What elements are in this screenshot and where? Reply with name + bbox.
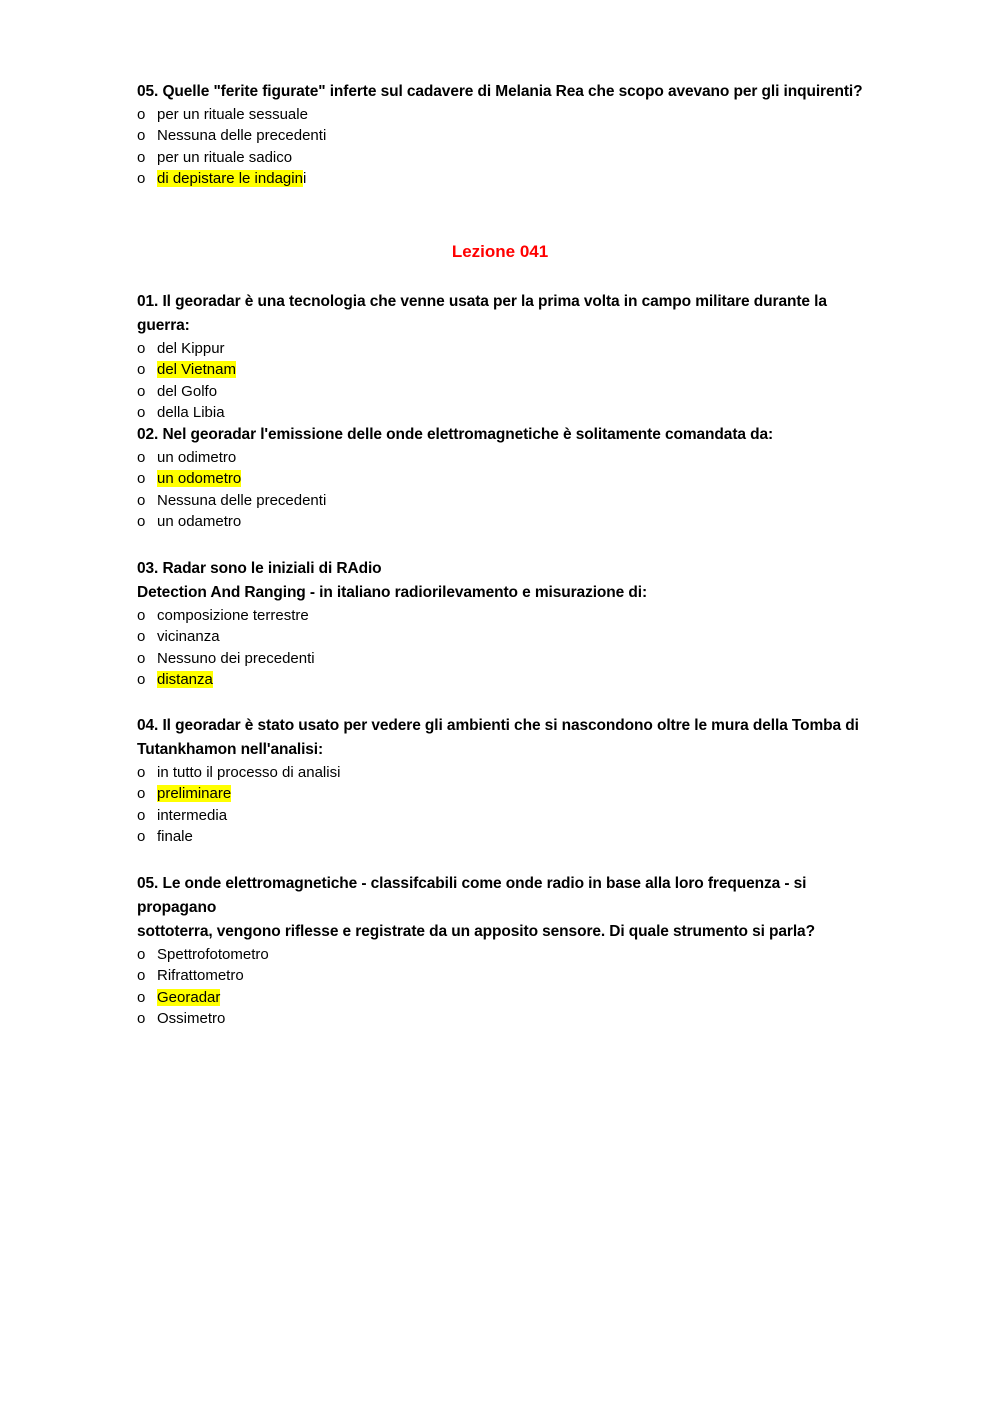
option-text: Rifrattometro: [157, 967, 244, 985]
option-item: [137, 965, 867, 986]
bullet-icon: o: [137, 785, 146, 803]
options-list: [137, 338, 867, 424]
option-text: Ossimetro: [157, 1010, 226, 1028]
option-text: Spettrofotometro: [157, 946, 269, 963]
option-item-correct: [137, 468, 867, 489]
question-block: [137, 80, 867, 190]
option-item: [137, 447, 867, 468]
bullet-icon: o: [137, 671, 146, 689]
option-item: [137, 826, 867, 847]
option-item: [137, 511, 867, 532]
question-block: [137, 714, 867, 848]
option-item-correct: [137, 669, 867, 690]
question-block: [137, 290, 867, 424]
option-item: [137, 648, 867, 669]
question-text: 03. Radar sono le iniziali di RAdio Detection And Ranging - in italiano radiorilevamento e misurazione di:: [137, 560, 648, 601]
bullet-icon: o: [137, 382, 146, 400]
option-item: [137, 490, 867, 511]
option-text: per un rituale sadico: [157, 148, 293, 166]
options-list: [137, 762, 867, 848]
option-text: del Kippur: [157, 340, 225, 357]
bullet-icon: o: [137, 967, 146, 985]
option-text: del Golfo: [157, 382, 218, 400]
option-text: Nessuna delle precedenti: [157, 127, 327, 145]
option-item: [137, 605, 867, 626]
option-text: vicinanza: [157, 628, 220, 646]
bullet-icon: o: [137, 148, 146, 166]
bullet-icon: o: [137, 1010, 146, 1028]
bullet-icon: o: [137, 106, 146, 123]
options-list: [137, 104, 867, 190]
question-block: [137, 872, 867, 1030]
question-text: 04. Il georadar è stato usato per vedere gli ambienti che si nascondono oltre le mura della Tomba di Tutankhamon nell'analisi:: [137, 717, 859, 758]
bullet-icon: o: [137, 764, 146, 781]
option-text: in tutto il processo di analisi: [157, 764, 341, 781]
highlighted-answer: preliminare: [157, 785, 232, 803]
option-item: [137, 125, 867, 146]
bullet-icon: o: [137, 170, 146, 188]
option-text: finale: [157, 828, 193, 846]
question-block: [137, 423, 867, 533]
highlighted-answer: Georadar: [157, 988, 221, 1006]
bullet-icon: o: [137, 649, 146, 667]
question-text: 05. Le onde elettromagnetiche - classifcabili come onde radio in base alla loro frequenza - si propagano sottoterra, vengono riflesse e registrate da un apposito sensore. Di quale strumento si parla?: [137, 875, 815, 940]
bullet-icon: o: [137, 449, 146, 466]
lesson-title: Lezione 041: [451, 242, 549, 261]
option-text-suffix: i: [302, 170, 307, 188]
option-text: un odametro: [157, 513, 242, 531]
bullet-icon: o: [137, 628, 146, 646]
option-item: [137, 762, 867, 783]
option-text: intermedia: [157, 806, 228, 824]
option-item: [137, 338, 867, 359]
option-text: per un rituale sessuale: [157, 106, 308, 123]
bullet-icon: o: [137, 361, 146, 379]
bullet-icon: o: [137, 828, 146, 846]
option-item: [137, 381, 867, 402]
option-text: un odimetro: [157, 449, 237, 466]
option-item: [137, 1008, 867, 1029]
bullet-icon: o: [137, 470, 146, 488]
bullet-icon: o: [137, 607, 146, 624]
question-block: [137, 557, 867, 691]
option-text: Nessuno dei precedenti: [157, 649, 315, 667]
option-text: composizione terrestre: [157, 607, 309, 624]
option-item: [137, 805, 867, 826]
option-item: [137, 147, 867, 168]
question-text: 02. Nel georadar l'emissione delle onde elettromagnetiche è solitamente comandata da:: [137, 426, 774, 443]
bullet-icon: o: [137, 127, 146, 145]
highlighted-answer: un odometro: [157, 470, 242, 488]
highlighted-answer: di depistare le indagin: [157, 170, 303, 188]
question-text: 01. Il georadar è una tecnologia che venne usata per la prima volta in campo militare durante la guerra:: [137, 293, 827, 334]
option-item-correct: [137, 783, 867, 804]
option-item-correct: [137, 987, 867, 1008]
options-list: [137, 944, 867, 1030]
option-item-correct: [137, 168, 867, 189]
option-item: [137, 402, 867, 423]
question-text: 05. Quelle "ferite figurate" inferte sul cadavere di Melania Rea che scopo avevano per gli inquirenti?: [137, 83, 863, 100]
bullet-icon: o: [137, 491, 146, 509]
option-text: della Libia: [157, 404, 225, 422]
bullet-icon: o: [137, 340, 146, 357]
option-text: Nessuna delle precedenti: [157, 491, 327, 509]
bullet-icon: o: [137, 988, 146, 1006]
highlighted-answer: del Vietnam: [157, 361, 236, 379]
bullet-icon: o: [137, 806, 146, 824]
bullet-icon: o: [137, 946, 146, 963]
option-item-correct: [137, 359, 867, 380]
option-item: [137, 104, 867, 125]
options-list: [137, 605, 867, 691]
highlighted-answer: distanza: [157, 671, 213, 689]
option-item: [137, 944, 867, 965]
options-list: [137, 447, 867, 533]
option-item: [137, 626, 867, 647]
bullet-icon: o: [137, 513, 146, 531]
bullet-icon: o: [137, 404, 146, 422]
